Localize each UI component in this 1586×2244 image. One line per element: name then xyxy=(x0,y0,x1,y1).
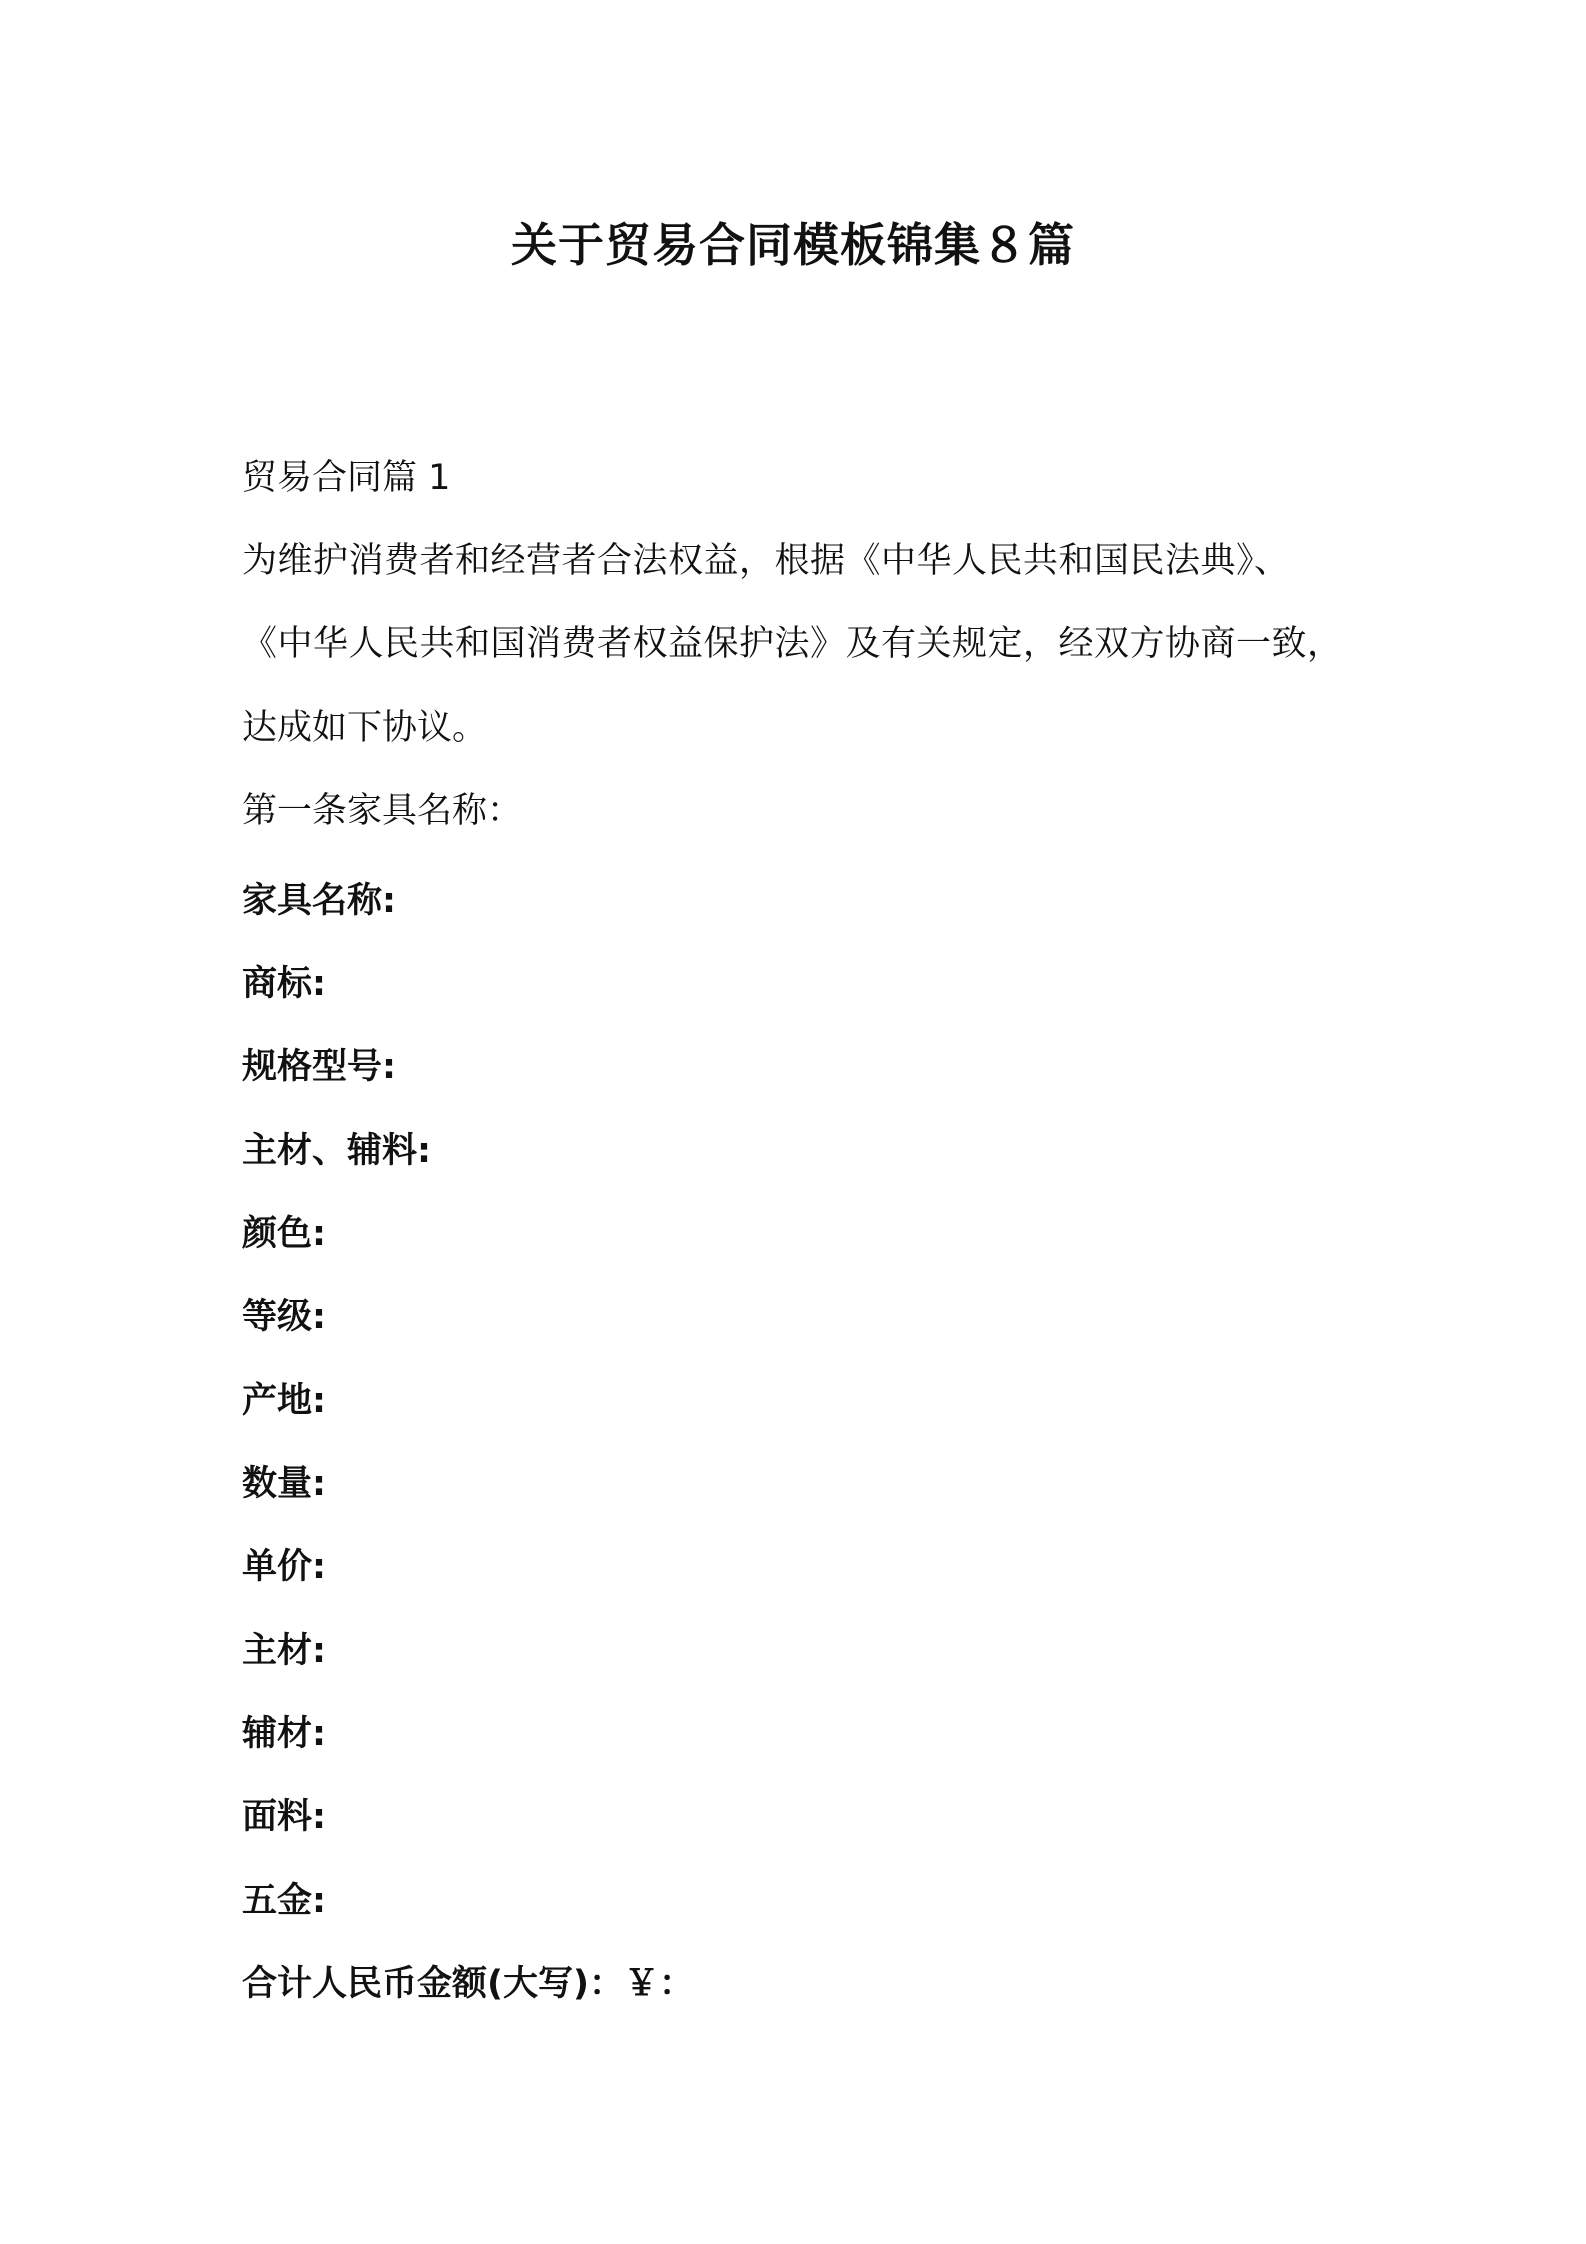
field-total-amount: 合计人民币金额(大写)：￥： xyxy=(242,1964,694,2004)
field-main-auxiliary-materials: 主材、辅料: xyxy=(242,1131,431,1171)
field-auxiliary-material: 辅材: xyxy=(242,1714,326,1754)
field-color: 颜色: xyxy=(242,1214,326,1254)
document-title: 关于贸易合同模板锦集８篇 xyxy=(511,218,1075,272)
field-unit-price: 单价: xyxy=(242,1547,326,1587)
field-specification-model: 规格型号: xyxy=(242,1047,396,1087)
field-quantity: 数量: xyxy=(242,1464,326,1504)
field-grade: 等级: xyxy=(242,1297,326,1337)
field-origin: 产地: xyxy=(242,1381,326,1421)
field-trademark: 商标: xyxy=(242,964,326,1004)
intro-line-1: 为维护消费者和经营者合法权益，根据《中华人民共和国民法典》、 xyxy=(242,541,1290,581)
field-main-material: 主材: xyxy=(242,1631,326,1671)
section-heading: 贸易合同篇 1 xyxy=(242,458,451,498)
intro-line-2: 《中华人民共和国消费者权益保护法》及有关规定，经双方协商一致， xyxy=(242,624,1343,664)
field-hardware: 五金: xyxy=(242,1881,326,1921)
intro-line-3: 达成如下协议。 xyxy=(242,708,488,748)
field-fabric: 面料: xyxy=(242,1797,326,1837)
article-1-heading: 第一条家具名称： xyxy=(242,791,523,831)
field-furniture-name: 家具名称: xyxy=(242,881,396,921)
